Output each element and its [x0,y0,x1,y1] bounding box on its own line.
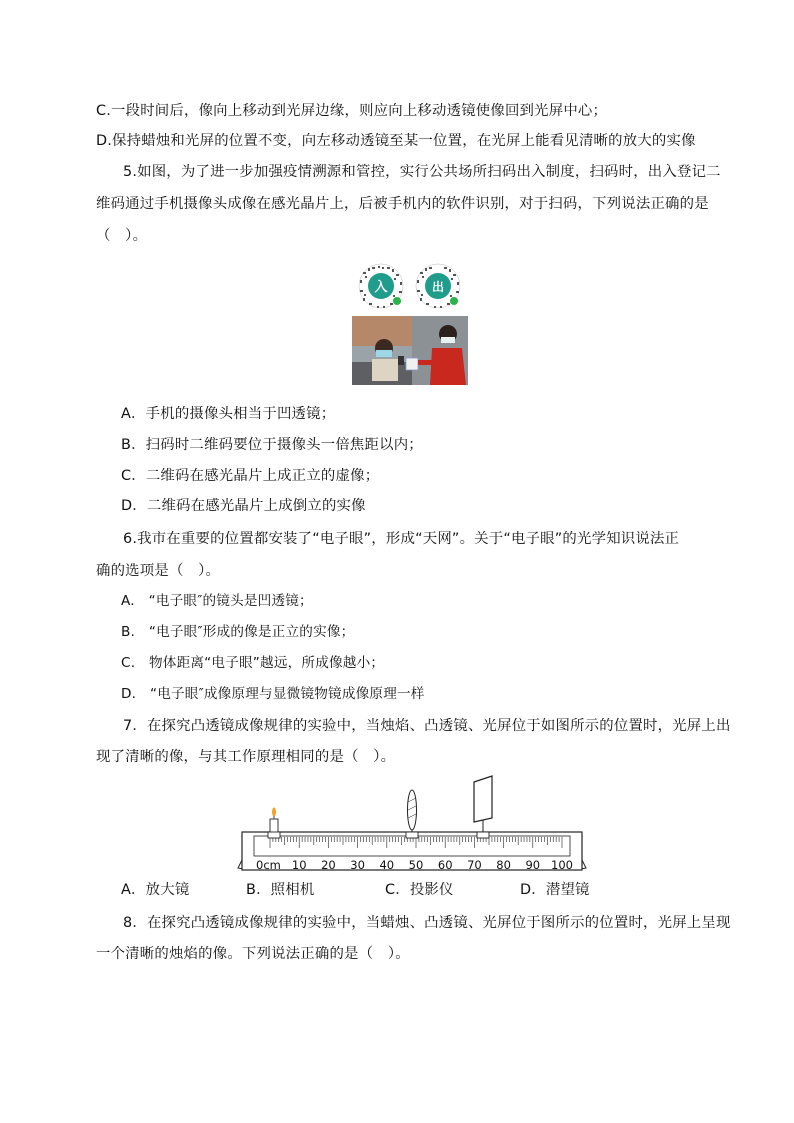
qr-scan-svg [352,262,470,386]
q5-stem-line3: （ ）。 [96,228,148,244]
q4-option-d: D.保持蜡烛和光屏的位置不变，向左移动透镜至某一位置，在光屏上能看见清晰的放大的实像 [96,133,696,149]
q7-option-d: D．潜望镜 [520,882,590,898]
q7-stem-line2: 现了清晰的像，与其工作原理相同的是（ ）。 [96,749,396,765]
q5-stem-line2: 维码通过手机摄像头成像在感光晶片上，后被手机内的软件识别，对于扫码，下列说法正确的是 [96,196,709,212]
exit-qr-code [416,264,460,308]
q6-stem-line1: 6.我市在重要的位置都安装了“电子眼”，形成“天网”。关于“电子眼”的光学知识说法正 [123,531,680,547]
q6-option-d: D. “电子眼″成像原理与显微镜物镜成像原理一样 [121,686,425,702]
q5-option-a: A．手机的摄像头相当于凹透镜； [121,406,336,422]
qr-scan-figure [352,262,470,386]
q7-option-c: C．投影仪 [385,882,454,898]
enter-qr-code [359,264,403,308]
q7-stem-line1: 7．在探究凸透镜成像规律的实验中，当烛焰、凸透镜、光屏位于如图所示的位置时，光屏上出 [123,718,731,734]
q7-option-a: A．放大镜 [121,882,190,898]
enter-check-icon [393,297,401,305]
q7-option-b: B．照相机 [246,882,315,898]
exit-label: 出 [431,280,445,294]
bench-tick-label: 10 [291,858,307,872]
bench-tick-label: 90 [525,858,541,872]
q6-option-c: C. 物体距离“电子眼”越远，所成像越小； [121,655,385,671]
bench-tick-label: 60 [437,858,453,872]
bench-scale [254,836,570,856]
optical-bench-figure [234,772,590,872]
bench-tick-label: 30 [350,858,365,872]
q6-stem-line2: 确的选项是（ ）。 [96,563,221,579]
enter-label: 入 [374,280,388,295]
bench-tick-label: 20 [321,858,336,872]
q6-option-a: A. “电子眼″的镜头是凹透镜； [121,593,313,609]
q5-option-d: D．二维码在感光晶片上成倒立的实像 [121,498,366,514]
bench-tick-label: 80 [496,858,511,872]
bench-tick-label: 70 [467,858,482,872]
q5-stem-line1: 5.如图，为了进一步加强疫情溯源和管控，实行公共场所扫码出入制度，扫码时，出入登记二 [123,164,721,180]
exit-check-icon [450,297,458,305]
scan-photo [352,316,468,385]
light-screen [474,776,492,838]
bench-unit-label: 0cm [256,858,281,872]
q8-stem-line1: 8．在探究凸透镜成像规律的实验中，当蜡烛、凸透镜、光屏位于图所示的位置时，光屏上呈现 [123,915,731,931]
q8-stem-line2: 一个清晰的烛焰的像。下列说法正确的是（ ）。 [96,946,410,962]
q6-option-b: B. “电子眼″形成的像是正立的实像； [121,624,355,640]
q5-option-b: B．扫码时二维码要位于摄像头一倍焦距以内； [121,437,423,453]
bench-tick-label: 50 [408,858,424,872]
optical-bench-svg [234,772,590,872]
q4-option-c: C.一段时间后，像向上移动到光屏边缘，则应向上移动透镜使像回到光屏中心； [96,103,608,119]
candle [268,808,280,839]
q5-option-c: C．二维码在感光晶片上成正立的虚像； [121,468,380,484]
bench-tick-label: 100 [551,858,573,872]
convex-lens [406,790,418,838]
red-jacket [430,348,466,385]
bench-tick-label: 40 [379,858,395,872]
